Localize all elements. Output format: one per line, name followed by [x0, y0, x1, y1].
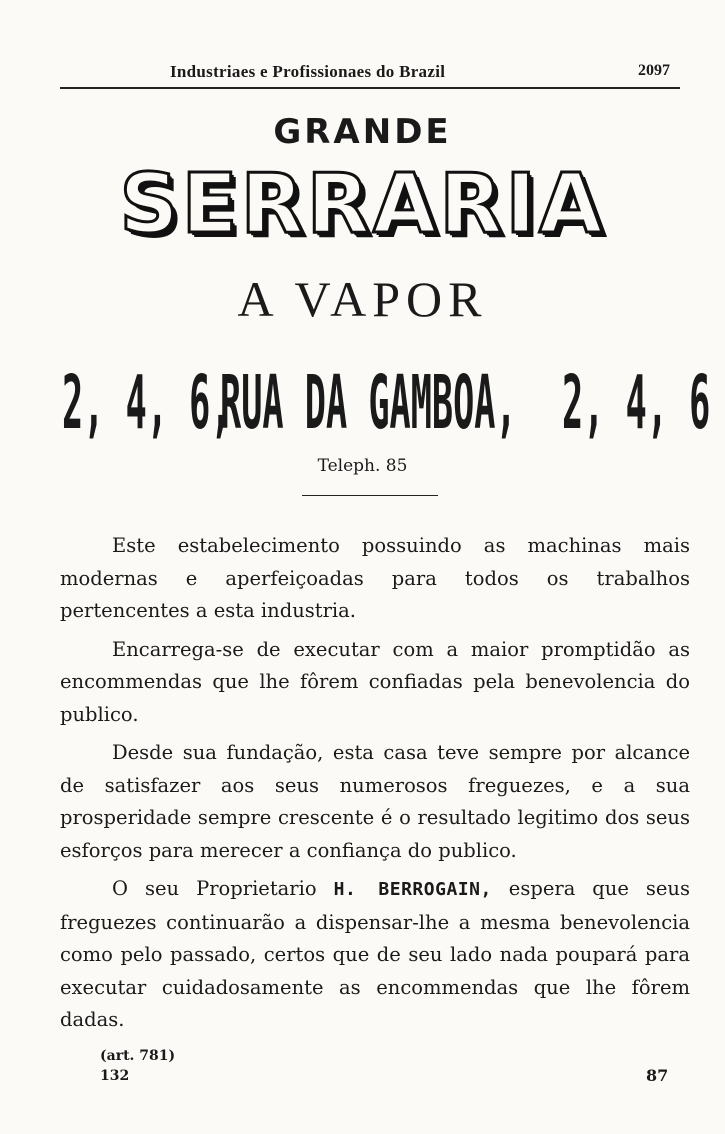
advert-serraria-title: SERRARIA: [119, 157, 606, 252]
footer-right-number: 87: [646, 1066, 669, 1085]
address-numbers-left: 2, 4, 6,: [62, 361, 232, 447]
page-number: 2097: [638, 62, 670, 79]
paragraph-4-start: O seu Proprietario: [112, 877, 317, 900]
proprietor-name: H. BERROGAIN,: [333, 879, 492, 900]
paragraph-1: Este estabelecimento possuindo as machinas mais modernas e aperfeiçoadas para todos os trabalhos pertencentes a esta industria.: [60, 534, 690, 622]
paragraph-4-end: espera que seus freguezes continuarão a dispensar-lhe a mesma benevolencia como pelo passado, certos que de seu lado nada poupará para executar cuidadosamente as encommendas que lhe fôrem dadas.: [60, 877, 690, 1031]
paragraph-2: Encarrega-se de executar com a maior promptidão as encommendas que lhe fôrem confiadas pela benevolencia do publico.: [60, 637, 690, 726]
article-reference: (art. 781): [100, 1048, 176, 1064]
paragraph-3: Desde sua fundação, esta casa teve sempre por alcance de satisfazer aos seus numerosos freguezes, e a sua prosperidade sempre crescente é o resultado legitimo dos seus esforços para merecer a confiança do publico.: [60, 741, 690, 862]
body-text: [60, 530, 690, 1043]
footer-left-number: 132: [100, 1068, 130, 1084]
running-head: [60, 62, 680, 84]
address-street: RUA DA GAMBOA,: [220, 361, 517, 447]
section-divider: [302, 495, 438, 496]
advert-grande: GRANDE: [273, 112, 452, 152]
advert-a-vapor: A VAPOR: [237, 271, 488, 327]
address-numbers-right: 2, 4, 6: [562, 361, 711, 447]
header-rule: [60, 87, 680, 89]
running-title: Industriaes e Profissionaes do Brazil: [170, 62, 446, 81]
footer-left: [100, 1046, 175, 1086]
paragraph-4: [60, 873, 690, 1037]
advert-address: [62, 361, 711, 454]
telephone-line: Teleph. 85: [317, 456, 408, 476]
